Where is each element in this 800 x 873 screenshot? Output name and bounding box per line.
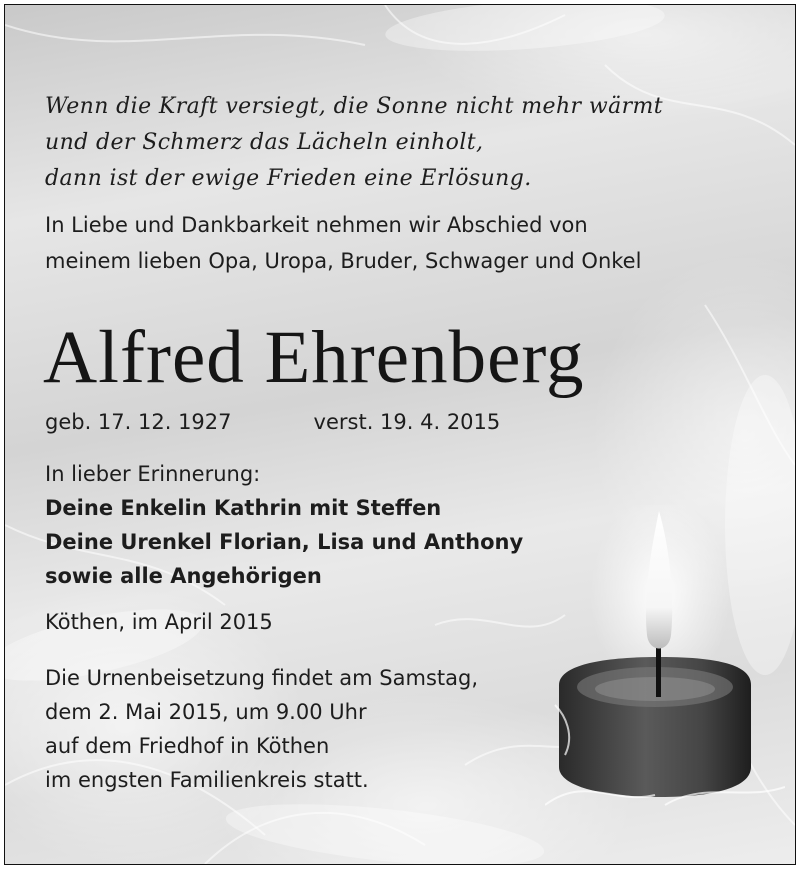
burial-line: im engsten Familienkreis statt.	[45, 768, 369, 792]
life-dates	[45, 407, 500, 437]
intro-line: In Liebe und Dankbarkeit nehmen wir Abschied von	[45, 213, 588, 237]
burial-line: auf dem Friedhof in Köthen	[45, 734, 330, 758]
mourners-block	[45, 457, 523, 593]
death-date: verst. 19. 4. 2015	[313, 410, 501, 434]
mourner-line: sowie alle Angehörigen	[45, 564, 322, 588]
burial-line: dem 2. Mai 2015, um 9.00 Uhr	[45, 700, 367, 724]
poem-quote	[45, 89, 663, 197]
deceased-name: Alfred Ehrenberg	[43, 316, 585, 399]
burial-details	[45, 661, 478, 797]
poem-line: Wenn die Kraft versiegt, die Sonne nicht mehr wärmt	[45, 94, 664, 119]
mourner-line: Deine Urenkel Florian, Lisa und Anthony	[45, 530, 524, 554]
poem-line: dann ist der ewige Frieden eine Erlösung.	[45, 166, 532, 191]
farewell-intro	[45, 207, 641, 279]
poem-line: und der Schmerz das Lächeln einholt,	[45, 130, 484, 155]
intro-line: meinem lieben Opa, Uropa, Bruder, Schwager und Onkel	[45, 249, 642, 273]
mourner-line: Deine Enkelin Kathrin mit Steffen	[45, 496, 442, 520]
obituary-notice	[4, 4, 796, 865]
place-and-date: Köthen, im April 2015	[45, 610, 273, 634]
candle-image	[545, 505, 785, 825]
burial-line: Die Urnenbeisetzung findet am Samstag,	[45, 666, 479, 690]
memory-heading: In lieber Erinnerung:	[45, 462, 261, 486]
birth-date: geb. 17. 12. 1927	[45, 410, 232, 434]
